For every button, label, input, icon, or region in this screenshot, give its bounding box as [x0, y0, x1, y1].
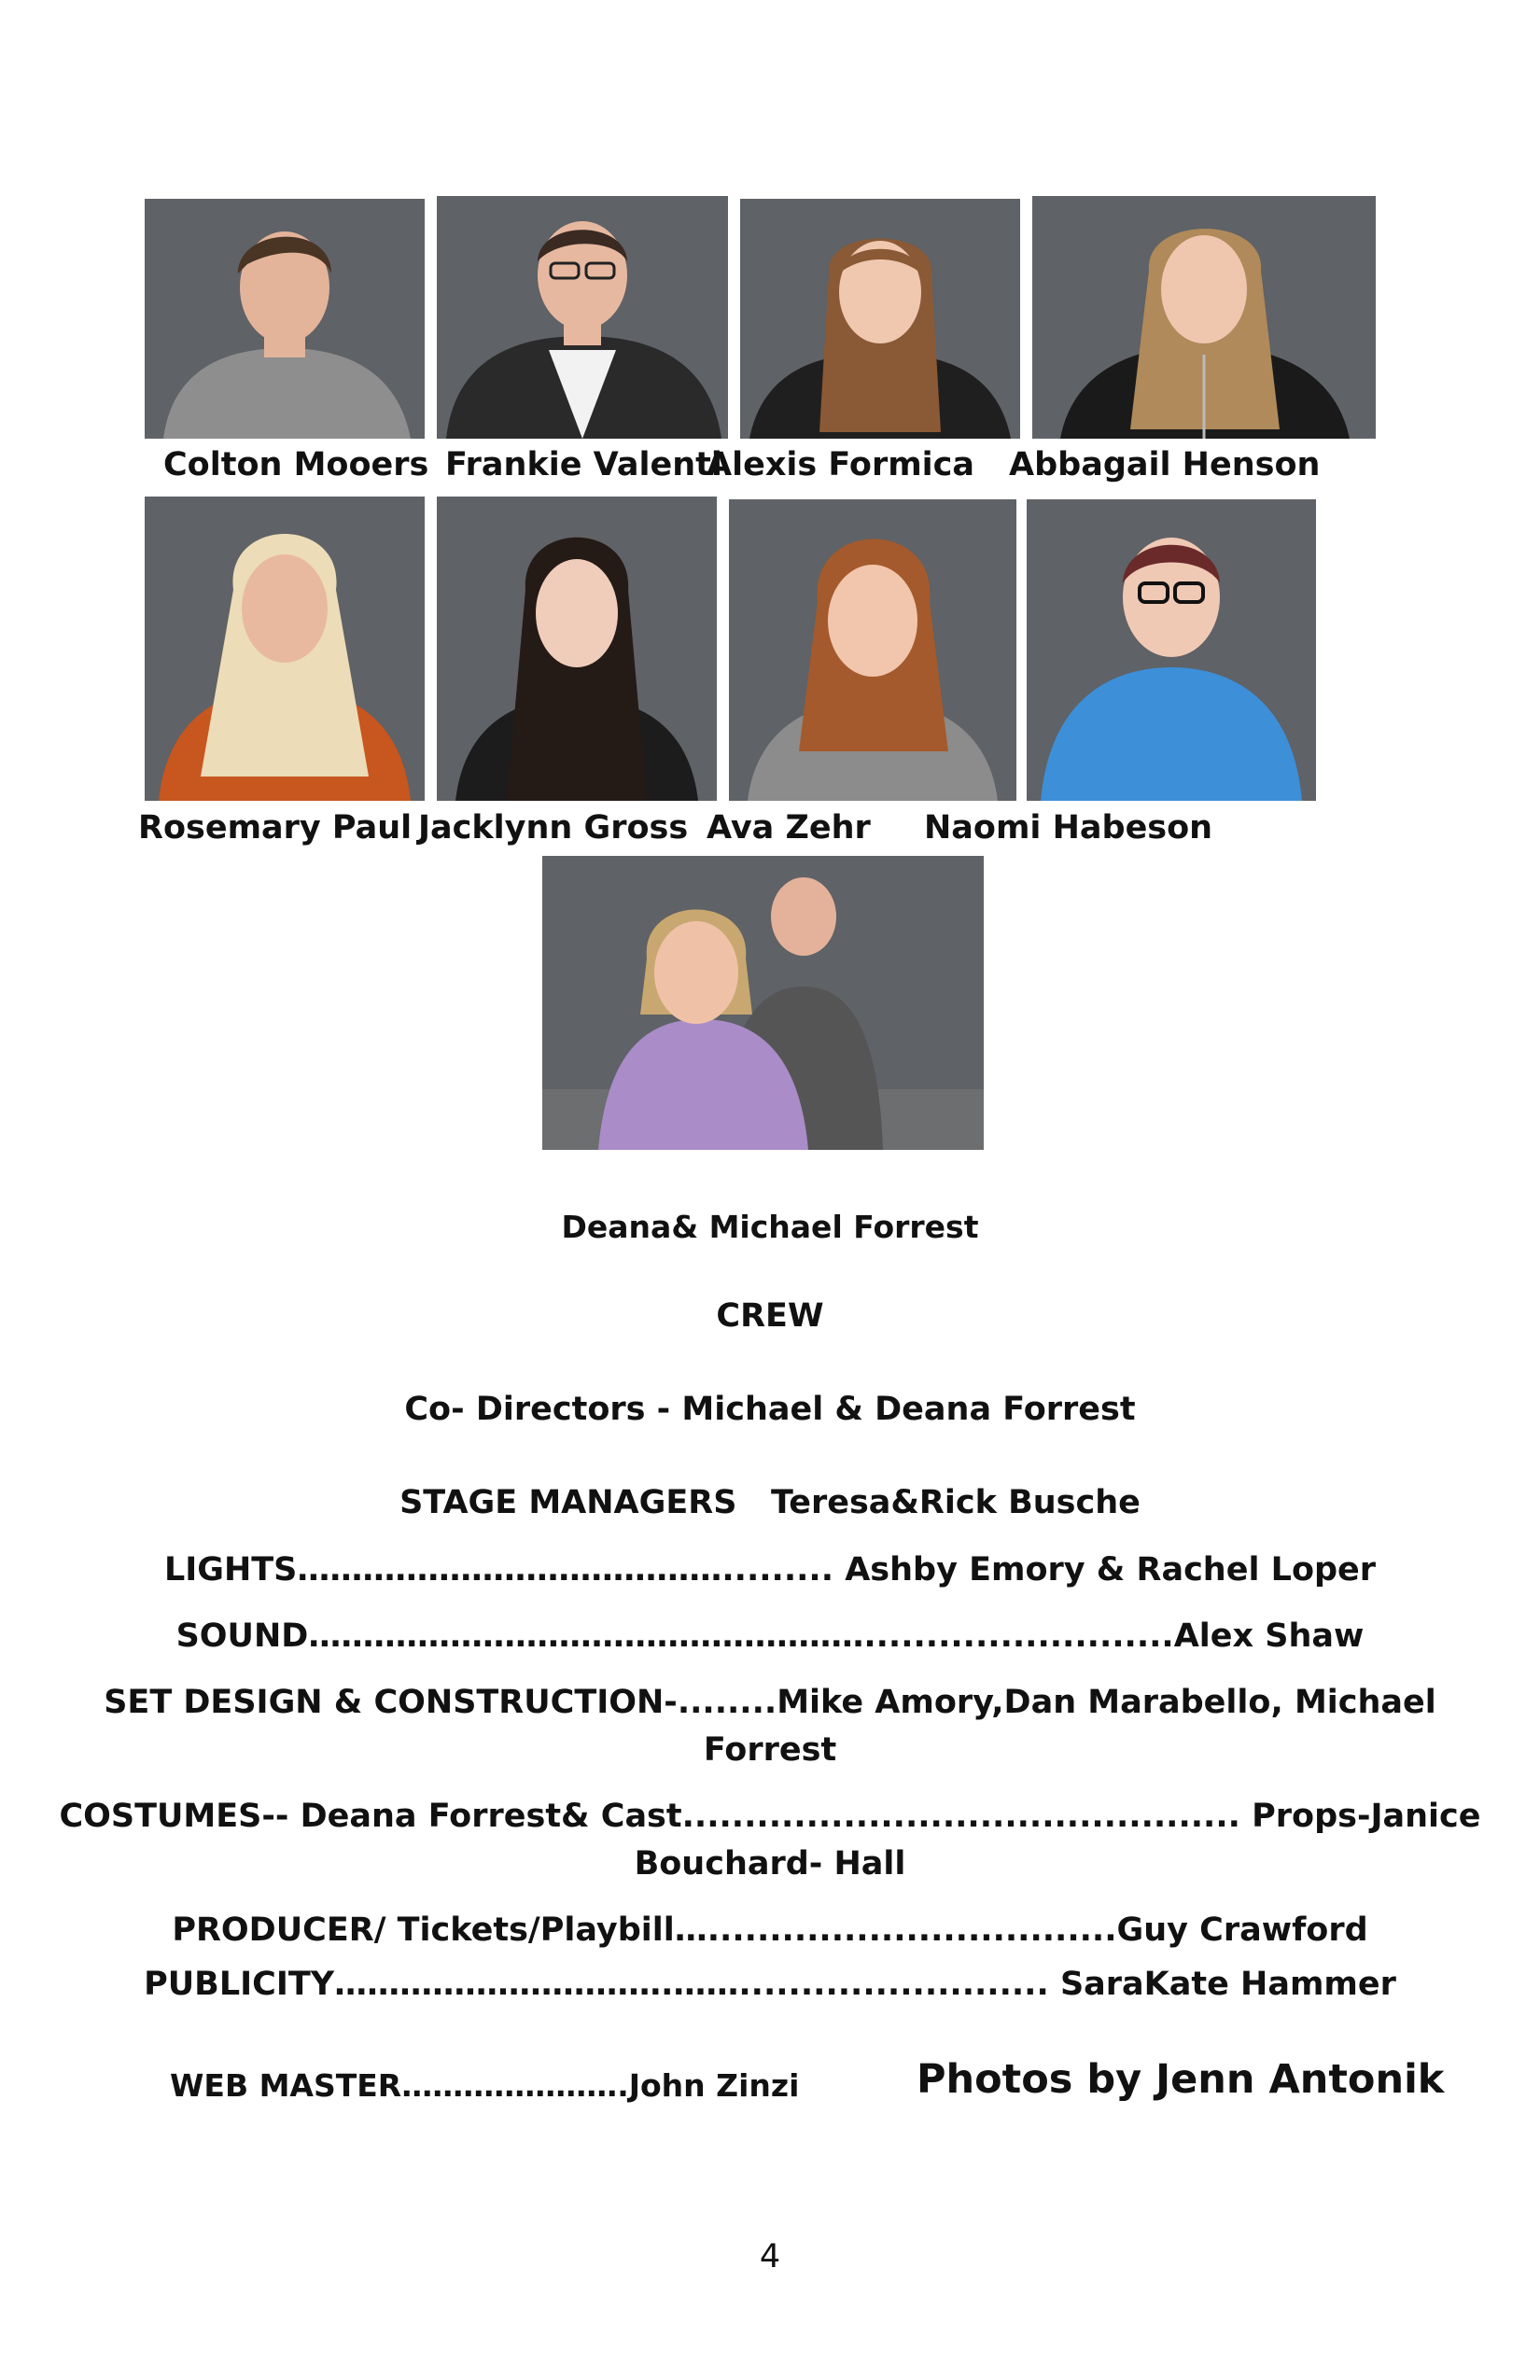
- codirectors-line: Co- Directors - Michael & Deana Forrest: [404, 1391, 1136, 1428]
- set-design-line: SET DESIGN & CONSTRUCTION-........Mike Amory,Dan Marabello, Michael: [104, 1684, 1436, 1721]
- portrait-image: [145, 497, 425, 801]
- headshot-colton-mooers: [145, 199, 425, 439]
- portrait-image: [437, 497, 717, 801]
- headshot-ava-zehr: [729, 499, 1016, 801]
- webmaster-line: WEB MASTER………………….John Zinzi: [170, 2067, 800, 2104]
- headshot-alexis-formica: [740, 199, 1020, 439]
- producer-line: PRODUCER/ Tickets/Playbill….................................Guy Crawford: [172, 1911, 1368, 1949]
- photo-credit: Photos by Jenn Antonik: [917, 2056, 1445, 2103]
- caption-jacklynn-gross: Jacklynn Gross: [418, 809, 689, 847]
- portrait-image: [542, 856, 984, 1150]
- caption-rosemary-paul: Rosemary Paul: [138, 809, 413, 847]
- page-number: 4: [759, 2238, 781, 2275]
- lights-line: LIGHTS…………………………………......... Ashby Emory & Rachel Loper: [163, 1551, 1377, 1589]
- portrait-image: [437, 196, 728, 439]
- photo-deana-michael-forrest: [542, 856, 984, 1150]
- portrait-image: [729, 499, 1016, 801]
- headshot-jacklynn-gross: [437, 497, 717, 801]
- caption-ava-zehr: Ava Zehr: [707, 809, 871, 847]
- portrait-image: [1032, 196, 1376, 439]
- crew-heading: CREW: [716, 1297, 824, 1335]
- group-caption: Deana& Michael Forrest: [561, 1209, 979, 1245]
- caption-abbagail-henson: Abbagail Henson: [1009, 446, 1321, 483]
- headshot-rosemary-paul: [145, 497, 425, 801]
- sound-line: SOUND…………………………………………….........................Alex Shaw: [175, 1617, 1365, 1655]
- portrait-image: [145, 199, 425, 439]
- caption-alexis-formica: Alexis Formica: [707, 446, 975, 483]
- headshot-abbagail-henson: [1032, 196, 1376, 439]
- stage-managers-line: STAGE MANAGERS Teresa&Rick Busche: [399, 1484, 1141, 1521]
- caption-frankie-valenti: Frankie Valenti: [445, 446, 722, 483]
- portrait-image: [1027, 499, 1316, 801]
- portrait-image: [740, 199, 1020, 439]
- costumes-line: COSTUMES-- Deana Forrest& Cast............................................. Props-Janice: [59, 1798, 1481, 1835]
- headshot-naomi-habeson: [1027, 499, 1316, 801]
- headshot-frankie-valenti: [437, 196, 728, 439]
- caption-naomi-habeson: Naomi Habeson: [924, 809, 1213, 847]
- caption-colton-mooers: Colton Mooers: [163, 446, 429, 483]
- publicity-line: PUBLICITY………………………….……......................... SaraKate Hammer: [144, 1966, 1396, 2003]
- set-design-line-continued: Forrest: [703, 1731, 837, 1769]
- costumes-line-continued: Bouchard- Hall: [634, 1845, 906, 1883]
